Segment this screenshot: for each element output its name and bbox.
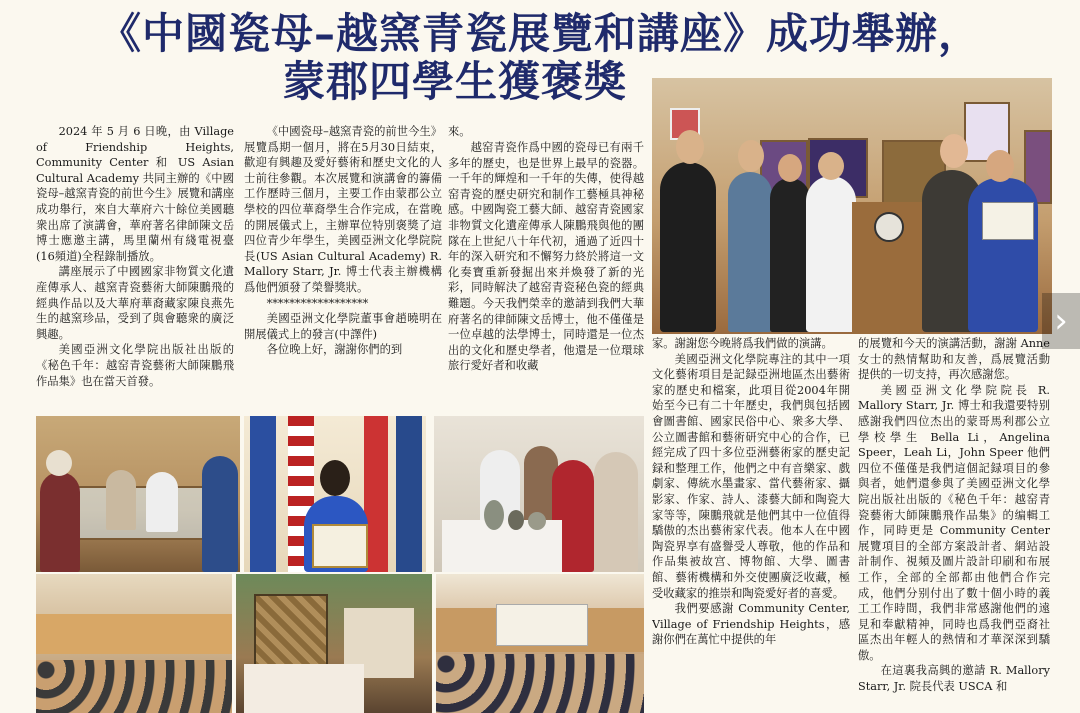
paragraph: 我們要感謝 Community Center, Village of Friendship Heights，感謝你們在萬忙中提供的年 — [652, 602, 850, 647]
article-column-6 — [858, 336, 1050, 713]
podium-seal — [874, 212, 904, 242]
paragraph: 美國亞洲文化學院院長 R. Mallory Starr, Jr. 博士和我還要特别感謝我們四位杰出的蒙哥馬利郡公立學校學生 Bella Li，Angelina Speer，Leah Li，John Speer 他們四位不僅僅是我們這個記録項目的參與者，她們還參與了美國亞洲文化學院出版社出版的《秘色千年：越窑青瓷藝術大師陳鵬飛作品集》的编輯工作，同時更是 Community Center 展覽項目的全部方案設計者、網站設計制作、視頻及圖片設計印刷和布展工作，全部的全部都由他們合作完成，他們分别付出了數十個小時的義工工作時間，我們非常感謝他們的遠見和奉獻精神，同時也爲我們亞裔社區杰出年輕人的熱情和才華深深到驕傲。 — [858, 383, 1050, 662]
photo-ceramics-display — [434, 416, 644, 572]
article-column-5 — [652, 336, 850, 713]
photo-exhibit-viewing — [36, 416, 240, 572]
text-fragment: 來。 — [448, 125, 471, 138]
certificate — [982, 202, 1034, 240]
photo-carved-box — [236, 574, 432, 713]
paragraph: 美國亞洲文化學院專注的其中一項文化藝術項目是記録亞洲地區杰出藝術家的歷史和檔案，此項目從2004年開始至今已有二十年歷史，我們與包括國會圖書館、國家民俗中心、衆多大學、公立圖書館和藝術研究中心的合作，已經完成了四十多位亞洲藝術家的歷史記録和整理工作，他們之中有音樂家、戲劇家、傳統水墨畫家、當代藝術家、攝影家、作家、詩人、漆藝大師和陶瓷大家等等，陳鵬飛就是他們其中一位值得驕傲的杰出藝術家代表。他本人在中國陶瓷界享有盛譽受人尊敬，他的作品和作品集被故宫、博物館、大學、圖書館、藝術機構和外交使團廣泛收藏，極受收藏家的推崇和陶瓷愛好者的喜愛。 — [652, 352, 850, 600]
photo-lecture-hall — [436, 574, 644, 713]
headline-line-1: 《中國瓷母–越窯青瓷展覽和講座》成功舉辦， — [98, 9, 981, 58]
paragraph: 的展覽和今天的演講活動，謝謝 Anne 女士的熱情幫助和友善，爲展覽活動提供的一切支持，再次感謝您。 — [858, 337, 1050, 382]
paragraph: 越窑青瓷作爲中國的瓷母已有兩千多年的歷史，也是世界上最早的瓷器。一千年的輝煌和一千年的失傳，使得越窑青瓷的歷史研究和制作工藝極具神秘感。中國陶瓷工藝大師、越窑青瓷國家非物質文化遺産傳承人陳鵬飛與他的團隊在上世紀八十年代初，通過了近四十年的深入研究和不懈努力終於將這一文化奏寶重新發掘出來并煥發了新的光彩，同時解決了越窑青瓷秘色瓷的經典難題。今天我們榮幸的邀請到我們大華府著名的律師陳文岳博士，他不僅僅是一位卓越的法學博士，同時還是一位杰出的文化和歷史學者，他還是一位環球旅行愛好者和收藏 — [448, 141, 644, 373]
next-page-arrow[interactable]: › — [1042, 293, 1080, 349]
event-group-photo — [652, 78, 1052, 334]
paragraph: 《中國瓷母–越窯青瓷的前世今生》展覽爲期一個月，將在5月30日結束，歡迎有興趣及愛好藝術和歷史文化的人士前往參觀。本次展覽和演講會的籌備工作歷時三個月，主要工作由蒙郡公立學校的四位華裔學生合作完成，在當晚的開展儀式上，主辦單位特別褒獎了這四位青少年學生，美國亞洲文化學院院長(US Asian Cultural Academy) R. Mallory Starr, Jr. 博士代表主辦機構爲他們頒發了榮譽獎狀。 — [244, 125, 442, 294]
paragraph: 2024 年 5 月 6 日晚，由 Village of Friendship Heights, Community Center 和 US Asian Cultural Academy 共同主辦的《中國瓷母–越窯青瓷的前世今生》展覽和講座成功舉行，來自大華府六十餘位美國聽衆出席了演講會，華府著名律師陳文岳博士應邀主講，馬里蘭州有綫電視臺(16頻道)全程錄制播放。 — [36, 125, 234, 263]
paragraph: 美國亞洲文化學院董事會趙曉明在開展儀式上的發言(中譯件) — [244, 312, 442, 341]
article-column-4 — [448, 140, 644, 412]
article-column-1 — [36, 124, 234, 414]
article-column-2 — [244, 124, 442, 414]
photo-student-with-certificate — [244, 416, 426, 572]
headline-line-2: 蒙郡四學生獲褒獎 — [282, 57, 627, 106]
photo-lecture-audience — [36, 574, 232, 713]
paragraph: 在這裏我高興的邀請 R. Mallory Starr, Jr. 院長代表 USCA 和 — [858, 664, 1050, 694]
paragraph: 美國亞洲文化學院出版社出版的《秘色千年：越窑青瓷藝術大師陳鵬飛作品集》也在當天首發。 — [36, 343, 234, 388]
paragraph: 各位晚上好，謝謝你們的到 — [266, 343, 403, 357]
paragraph: 家。謝謝您今晚將爲我們做的演講。 — [652, 337, 833, 350]
paragraph: 講座展示了中國國家非物質文化遺産傳承人、越窯青瓷藝術大師陳鵬飛的經典作品以及大華府華裔藏家陳良燕先生的越窯珍品，受到了與會聽衆的廣泛興趣。 — [36, 265, 234, 341]
separator-stars: ****************** — [266, 296, 369, 310]
